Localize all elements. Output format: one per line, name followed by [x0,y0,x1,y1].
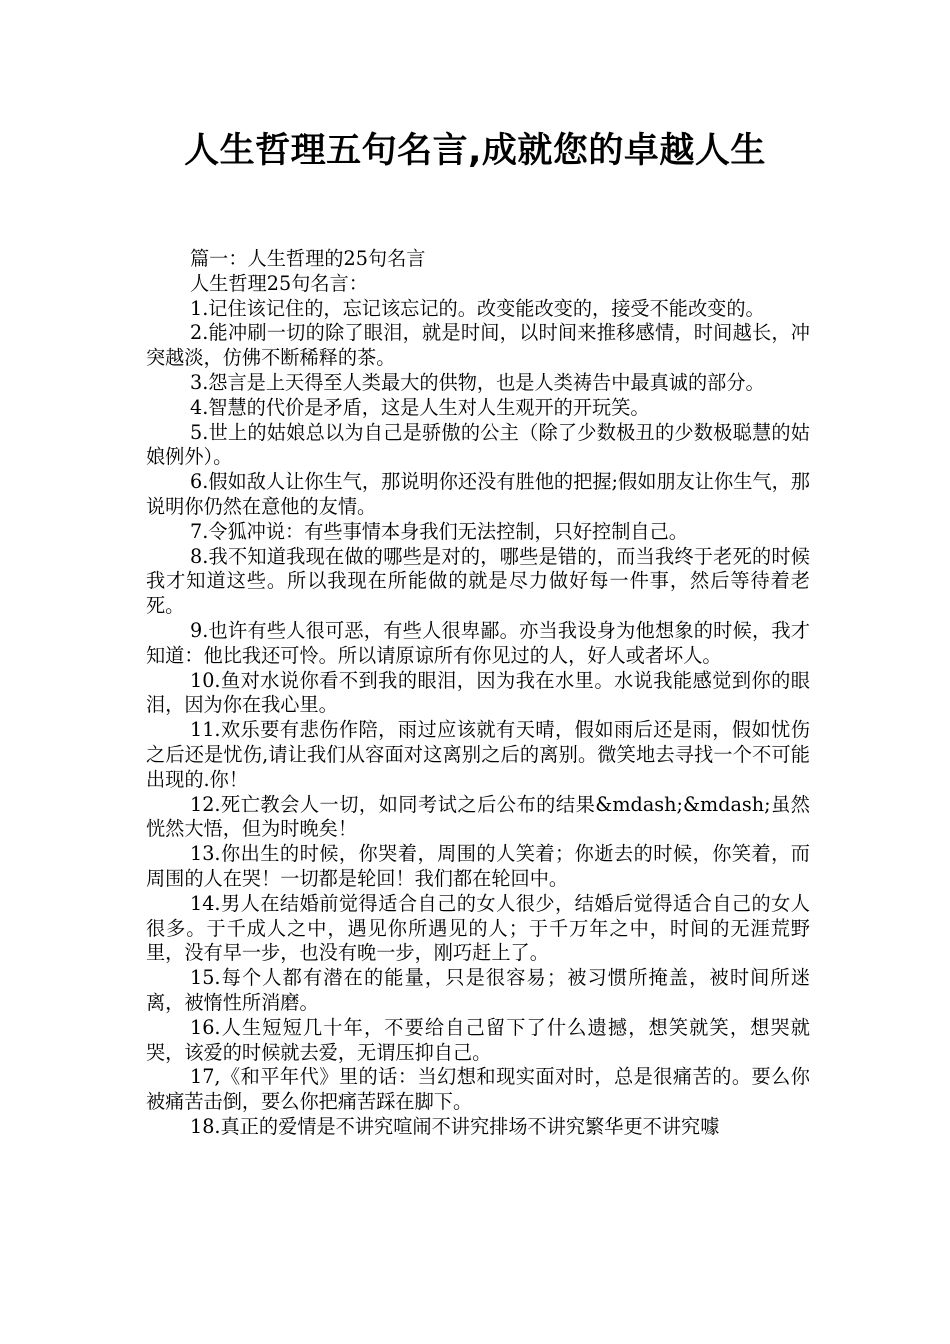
quote-item: 7.令狐冲说：有些事情本身我们无法控制，只好控制自己。 [190,519,688,543]
quote-item: 9.也许有些人很可恶，有些人很卑鄙。亦当我设身为他想象的时候，我才知道：他比我还可怜。所以请原谅所有你见过的人，好人或者坏人。 [146,618,810,667]
quote-item: 13.你出生的时候，你哭着，周围的人笑着；你逝去的时候，你笑着，而周围的人在哭！一切都是轮回！我们都在轮回中。 [146,842,810,890]
quote-item: 12.死亡教会人一切，如同考试之后公布的结果&mdash;&mdash;虽然恍然大悟，但为时晚矣！ [146,792,810,841]
quote-item: 10.鱼对水说你看不到我的眼泪，因为我在水里。水说我能感觉到你的眼泪，因为你在我心里。 [146,668,810,717]
quote-item: 15.每个人都有潜在的能量，只是很容易；被习惯所掩盖，被时间所迷离，被惰性所消磨。 [146,966,810,1014]
quote-item: 5.世上的姑娘总以为自己是骄傲的公主（除了少数极丑的少数极聪慧的姑娘例外）。 [146,420,810,469]
quote-item: 2.能冲刷一切的除了眼泪，就是时间，以时间来推移感情，时间越长，冲突越淡，仿佛不断稀释的茶。 [146,321,810,370]
section-heading: 篇一：人生哲理的25句名言 [190,247,426,270]
quote-item: 18.真正的爱情是不讲究喧闹不讲究排场不讲究繁华更不讲究噱 [190,1114,720,1138]
quote-item: 11.欢乐要有悲伤作陪，雨过应该就有天晴，假如雨后还是雨，假如忧伤之后还是忧伤,请让我们从容面对这离别之后的离别。微笑地去寻找一个不可能出现的.你！ [146,718,810,791]
quote-item: 6.假如敌人让你生气，那说明你还没有胜他的把握;假如朋友让你生气，那说明你仍然在意他的友情。 [146,470,810,518]
quote-item: 1.记住该记住的，忘记该忘记的。改变能改变的，接受不能改变的。 [190,296,765,320]
intro-line: 人生哲理25句名言： [190,271,368,295]
quote-item: 4.智慧的代价是矛盾，这是人生对人生观开的开玩笑。 [190,395,650,419]
quote-item: 17,《和平年代》里的话：当幻想和现实面对时，总是很痛苦的。要么你被痛苦击倒，要么你把痛苦踩在脚下。 [146,1065,810,1114]
quote-item: 8.我不知道我现在做的哪些是对的，哪些是错的，而当我终于老死的时候我才知道这些。所以我现在所能做的就是尽力做好每一件事，然后等待着老死。 [146,544,810,618]
document-body [146,247,810,1140]
quote-item: 3.怨言是上天得至人类最大的供物，也是人类祷告中最真诚的部分。 [190,370,765,394]
quote-item: 16.人生短短几十年，不要给自己留下了什么遗撼，想笑就笑，想哭就哭，该爱的时候就去爱，无谓压抑自己。 [146,1015,810,1064]
quote-item: 14.男人在结婚前觉得适合自己的女人很少，结婚后觉得适合自己的女人很多。于千成人之中，遇见你所遇见的人；于千万年之中，时间的无涯荒野里，没有早一步，也没有晚一步，刚巧赶上了。 [146,891,810,965]
document-title: 人生哲理五句名言,成就您的卓越人生 [184,131,766,171]
